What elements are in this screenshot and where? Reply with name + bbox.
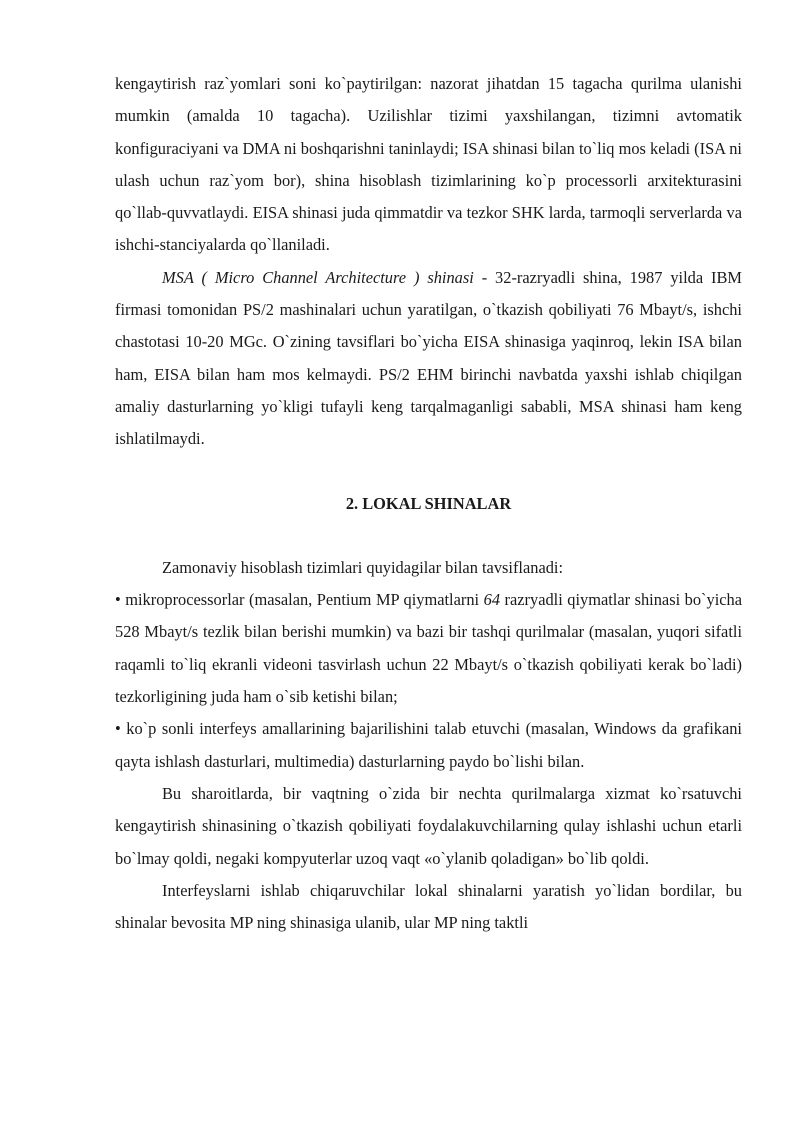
msa-term: MSA ( Micro Channel Architecture ) shinasi <box>162 267 474 287</box>
bullet-item-microprocessors <box>115 584 742 713</box>
bullet-text-part2: razryadli qiymatlar shinasi bo`yicha 528 Mbayt/s tezlik bilan berishi mumkin) va bazi bir tashqi qurilmalar (masalan, yuqori sifatli raqamli to`liq ekranli videoni tasvirlash uchun 22 Mbayt/s o`tkazish qobiliyati kerak bo`ladi) tezkorligining juda ham o`sib ketishi bilan; <box>115 590 742 707</box>
bullet-item-interfaces: • ko`p sonli interfeys amallarining bajarilishini talab etuvchi (masalan, Windows da grafikani qayta ishlash dasturlari, multimedia) dasturlarning paydo bo`lishi bilan. <box>115 719 742 771</box>
bullet-number: 64 <box>483 590 501 610</box>
msa-description: - 32-razryadli shina, 1987 yilda IBM firmasi tomonidan PS/2 mashinalari uchun yaratilgan, o`tkazish qobiliyati 76 Mbayt/s, ishchi chastotasi 10-20 MGc. O`zining tavsiflari bo`yicha EISA shinasiga yaqinroq, lekin ISA bilan ham, EISA bilan ham mos kelmaydi. PS/2 EHM birinchi navbatda yaxshi ishlab chiqilgan amaliy dasturlarning yo`kligi tufayli keng tarqalmaganligi sababli, MSA shinasi ham keng ishlatilmaydi. <box>115 267 742 449</box>
paragraph-intro: Zamonaviy hisoblash tizimlari quyidagilar bilan tavsiflanadi: <box>162 557 564 577</box>
paragraph-msa-bus <box>115 262 742 456</box>
paragraph-conditions: Bu sharoitlarda, bir vaqtning o`zida bir nechta qurilmalarga xizmat ko`rsatuvchi kengaytirish shinasining o`tkazish qobiliyati foydalakuvchilarning qulay ishlashi uchun etarli bo`lmay qoldi, negaki kompyuterlar uzoq vaqt «o`ylanib qoladigan» bo`lib qoldi. <box>115 783 742 868</box>
bullet-text-part1: • mikroprocessorlar (masalan, Pentium MP qiymatlarni <box>115 590 484 610</box>
section-heading: 2. LOKAL SHINALAR <box>345 493 512 513</box>
document-page <box>115 68 742 939</box>
paragraph-local-buses: Interfeyslarni ishlab chiqaruvchilar lokal shinalarni yaratish yo`lidan bordilar, bu shinalar bevosita MP ning shinasiga ulanib, ular MP ning taktli <box>115 880 742 933</box>
paragraph-eisa-continued: kengaytirish raz`yomlari soni ko`paytirilgan: nazorat jihatdan 15 tagacha qurilma ulanishi mumkin (amalda 10 tagacha). Uzilishlar tizimi yaxshilangan, tizimni avtomatik konfiguraciyani va DMA ni boshqarishni taninlaydi; ISA shinasi bilan to`liq mos keladi (ISA ni ulash uchun raz`yom bor), shina hisoblash tizimlarining ko`p processorli arxitekturasini qo`llab-quvvatlaydi. EISA shinasi juda qimmatdir va tezkor SHK larda, tarmoqli serverlarda va ishchi-stanciyalarda qo`llaniladi. <box>115 74 742 255</box>
